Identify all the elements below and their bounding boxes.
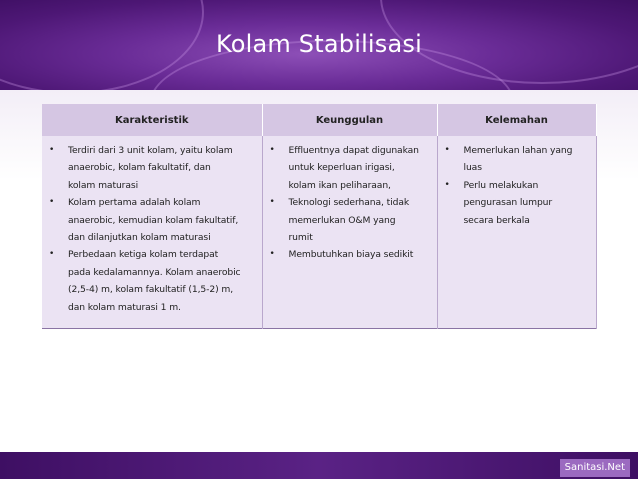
karakteristik-list <box>46 142 258 316</box>
list-item-text: Terdiri dari 3 unit kolam, yaitu kolam <box>68 145 233 156</box>
list-item-text: Membutuhkan biaya sedikit <box>288 249 414 261</box>
list-item-text: Teknologi sederhana, tidak <box>288 197 410 209</box>
slide-footer <box>0 452 638 479</box>
keunggulan-list <box>267 142 433 264</box>
list-item-line <box>267 194 433 211</box>
list-item-text: Perlu melakukan <box>463 179 539 191</box>
slide-title: Kolam Stabilisasi <box>216 30 422 58</box>
bullet-icon: • <box>269 145 275 155</box>
list-item-text: anaerobic, kolam fakultatif, dan <box>68 162 211 174</box>
list-item-line <box>267 177 433 194</box>
list-item-line <box>442 177 592 194</box>
list-item-line <box>46 246 258 263</box>
list-item-line <box>442 142 592 159</box>
list-item-text: pengurasan lumpur <box>463 197 553 209</box>
kelemahan-list <box>442 142 592 229</box>
header-kelemahan: Kelemahan <box>437 104 596 136</box>
list-item-text: dan kolam maturasi 1 m. <box>68 301 181 313</box>
list-item-text: kolam maturasi <box>68 179 139 191</box>
header-karakteristik: Karakteristik <box>42 104 262 136</box>
list-item-text: secara berkala <box>463 214 530 226</box>
karakteristik-cell <box>42 136 262 329</box>
list-item-line <box>442 212 592 229</box>
keunggulan-cell <box>262 136 437 329</box>
list-item-line <box>46 299 258 316</box>
list-item-line <box>442 194 592 211</box>
kelemahan-cell <box>437 136 596 329</box>
list-item-line <box>267 229 433 246</box>
list-item-text: luas <box>463 162 482 174</box>
list-item-line <box>442 159 592 176</box>
bullet-icon: • <box>269 249 275 260</box>
list-item-text: dan dilanjutkan kolam maturasi <box>68 232 211 244</box>
bullet-icon: • <box>444 145 450 155</box>
bullet-icon: • <box>269 197 275 208</box>
table-row <box>42 136 596 329</box>
table-header-row <box>42 104 596 136</box>
list-item-text: anaerobic, kemudian kolam fakultatif, <box>68 214 239 226</box>
list-item-text: Memerlukan lahan yang <box>463 145 573 156</box>
list-item-line <box>267 142 433 159</box>
list-item-line <box>46 212 258 229</box>
list-item-line <box>267 246 433 263</box>
list-item-text: untuk keperluan irigasi, <box>288 162 395 174</box>
list-item-text: memerlukan O&M yang <box>288 214 396 226</box>
list-item-text: Effluentnya dapat digunakan <box>288 145 419 156</box>
list-item-line <box>46 142 258 159</box>
header-keunggulan: Keunggulan <box>262 104 437 136</box>
list-item-line <box>46 194 258 211</box>
bullet-icon: • <box>49 145 55 155</box>
list-item-line <box>46 159 258 176</box>
list-item-text: kolam ikan peliharaan, <box>288 179 391 191</box>
list-item-line <box>46 281 258 298</box>
bullet-icon: • <box>49 197 55 208</box>
list-item-text: rumit <box>288 232 313 244</box>
brand-badge: Sanitasi.Net <box>560 459 630 477</box>
comparison-table <box>42 104 597 329</box>
list-item-text: pada kedalamannya. Kolam anaerobic <box>68 266 241 278</box>
bullet-icon: • <box>444 179 450 190</box>
list-item-line <box>267 212 433 229</box>
list-item-line <box>46 229 258 246</box>
list-item-text: Perbedaan ketiga kolam terdapat <box>68 249 219 261</box>
list-item-text: (2,5-4) m, kolam fakultatif (1,5-2) m, <box>68 284 234 296</box>
list-item-line <box>267 159 433 176</box>
list-item-line <box>46 177 258 194</box>
list-item-line <box>46 264 258 281</box>
list-item-text: Kolam pertama adalah kolam <box>68 197 201 209</box>
bullet-icon: • <box>49 249 55 260</box>
